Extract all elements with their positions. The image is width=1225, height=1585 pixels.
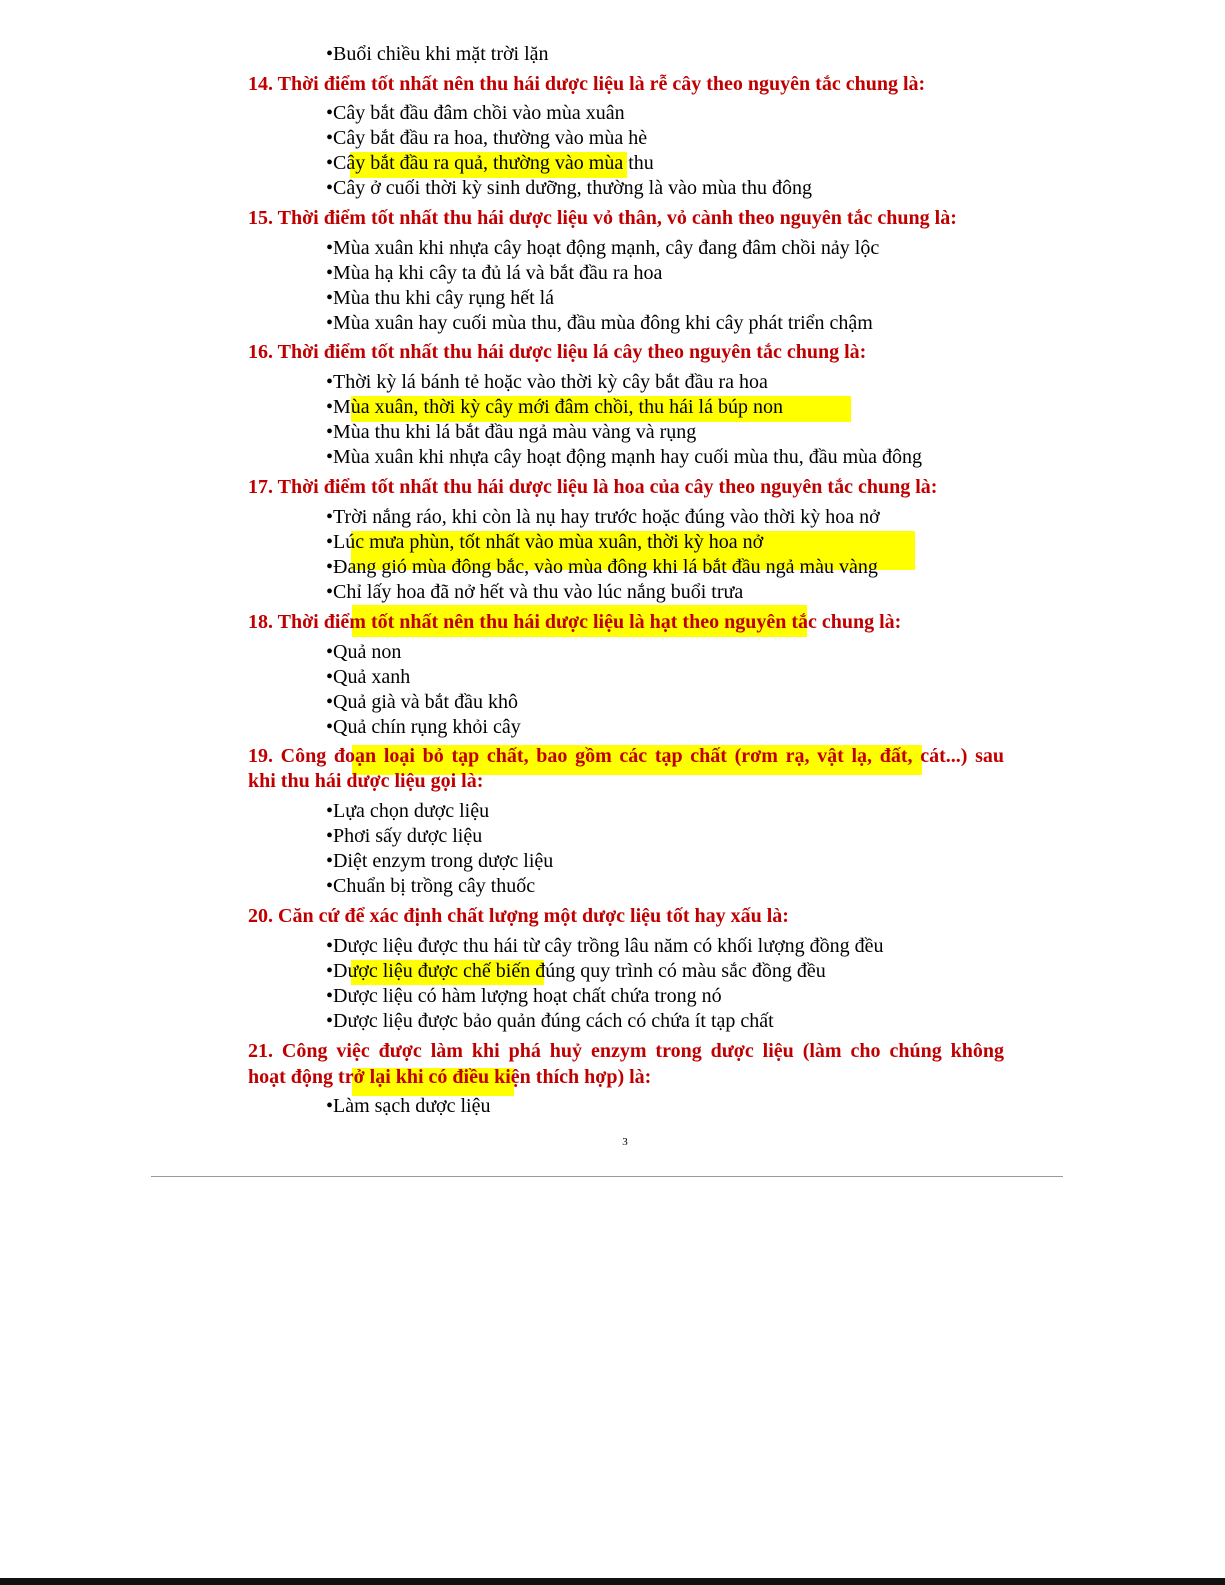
- answer-option: •Chuẩn bị trồng cây thuốc: [326, 875, 536, 897]
- answer-option: •Cây bắt đầu đâm chồi vào mùa xuân: [326, 102, 625, 124]
- question-title: 21. Công việc được làm khi phá huỷ enzym trong dược liệu (làm cho chúng không: [248, 1040, 1004, 1062]
- answer-option: •Cây bắt đầu ra hoa, thường vào mùa hè: [326, 127, 648, 149]
- answer-option: •Đang gió mùa đông bắc, vào mùa đông khi lá bắt đầu ngả màu vàng: [326, 556, 878, 578]
- answer-option: •Lựa chọn dược liệu: [326, 800, 490, 822]
- answer-option: •Dược liệu được chế biến đúng quy trình có màu sắc đồng đều: [326, 960, 826, 982]
- answer-option: •Mùa thu khi lá bắt đầu ngả màu vàng và rụng: [326, 421, 697, 443]
- answer-option: •Quả già và bắt đầu khô: [326, 691, 518, 713]
- question-title: 14. Thời điểm tốt nhất nên thu hái dược liệu là rễ cây theo nguyên tắc chung là:: [248, 73, 926, 95]
- answer-option: •Cây ở cuối thời kỳ sinh dưỡng, thường là vào mùa thu đông: [326, 177, 812, 199]
- question-title: 15. Thời điểm tốt nhất thu hái dược liệu vỏ thân, vỏ cành theo nguyên tắc chung là:: [248, 207, 957, 229]
- answer-option: •Lúc mưa phùn, tốt nhất vào mùa xuân, thời kỳ hoa nở: [326, 531, 764, 553]
- question-title: 17. Thời điểm tốt nhất thu hái dược liệu là hoa của cây theo nguyên tắc chung là:: [248, 476, 938, 498]
- answer-option: •Phơi sấy dược liệu: [326, 825, 483, 847]
- answer-option: •Mùa xuân khi nhựa cây hoạt động mạnh hay cuối mùa thu, đầu mùa đông: [326, 446, 923, 468]
- answer-option: •Mùa thu khi cây rụng hết lá: [326, 287, 555, 309]
- page-bottom-edge: [0, 1578, 1225, 1585]
- answer-option: •Cây bắt đầu ra quả, thường vào mùa thu: [326, 152, 654, 174]
- answer-option: •Thời kỳ lá bánh tẻ hoặc vào thời kỳ cây bắt đầu ra hoa: [326, 371, 768, 393]
- answer-option: •Làm sạch dược liệu: [326, 1095, 491, 1117]
- question-title: 19. Công đoạn loại bỏ tạp chất, bao gồm các tạp chất (rơm rạ, vật lạ, đất, cát...) sau: [248, 745, 1004, 767]
- question-title-continued: khi thu hái dược liệu gọi là:: [248, 770, 484, 792]
- page-number: 3: [622, 1136, 628, 1148]
- answer-option: •Chỉ lấy hoa đã nở hết và thu vào lúc nắng buổi trưa: [326, 581, 744, 603]
- answer-option: •Trời nắng ráo, khi còn là nụ hay trước hoặc đúng vào thời kỳ hoa nở: [326, 506, 880, 528]
- question-title: 16. Thời điểm tốt nhất thu hái dược liệu lá cây theo nguyên tắc chung là:: [248, 341, 867, 363]
- answer-option: •Quả xanh: [326, 666, 411, 688]
- question-title: 18. Thời điểm tốt nhất nên thu hái dược liệu là hạt theo nguyên tắc chung là:: [248, 611, 902, 633]
- answer-option: •Quả non: [326, 641, 402, 663]
- answer-option: •Dược liệu được bảo quản đúng cách có chứa ít tạp chất: [326, 1010, 774, 1032]
- page-divider: [151, 1176, 1063, 1177]
- answer-option: •Mùa xuân hay cuối mùa thu, đầu mùa đông khi cây phát triển chậm: [326, 312, 873, 334]
- answer-option: •Dược liệu có hàm lượng hoạt chất chứa trong nó: [326, 985, 722, 1007]
- answer-option: •Mùa xuân, thời kỳ cây mới đâm chồi, thu hái lá búp non: [326, 396, 783, 418]
- answer-option: •Dược liệu được thu hái từ cây trồng lâu năm có khối lượng đồng đều: [326, 935, 884, 957]
- answer-option: •Quả chín rụng khỏi cây: [326, 716, 521, 738]
- answer-option: •Mùa xuân khi nhựa cây hoạt động mạnh, cây đang đâm chồi nảy lộc: [326, 237, 880, 259]
- answer-option: •Buổi chiều khi mặt trời lặn: [326, 43, 549, 65]
- question-title: 20. Căn cứ để xác định chất lượng một dược liệu tốt hay xấu là:: [248, 905, 789, 927]
- question-title-continued: hoạt động trở lại khi có điều kiện thích hợp) là:: [248, 1066, 652, 1088]
- answer-option: •Mùa hạ khi cây ta đủ lá và bắt đầu ra hoa: [326, 262, 663, 284]
- answer-option: •Diệt enzym trong dược liệu: [326, 850, 554, 872]
